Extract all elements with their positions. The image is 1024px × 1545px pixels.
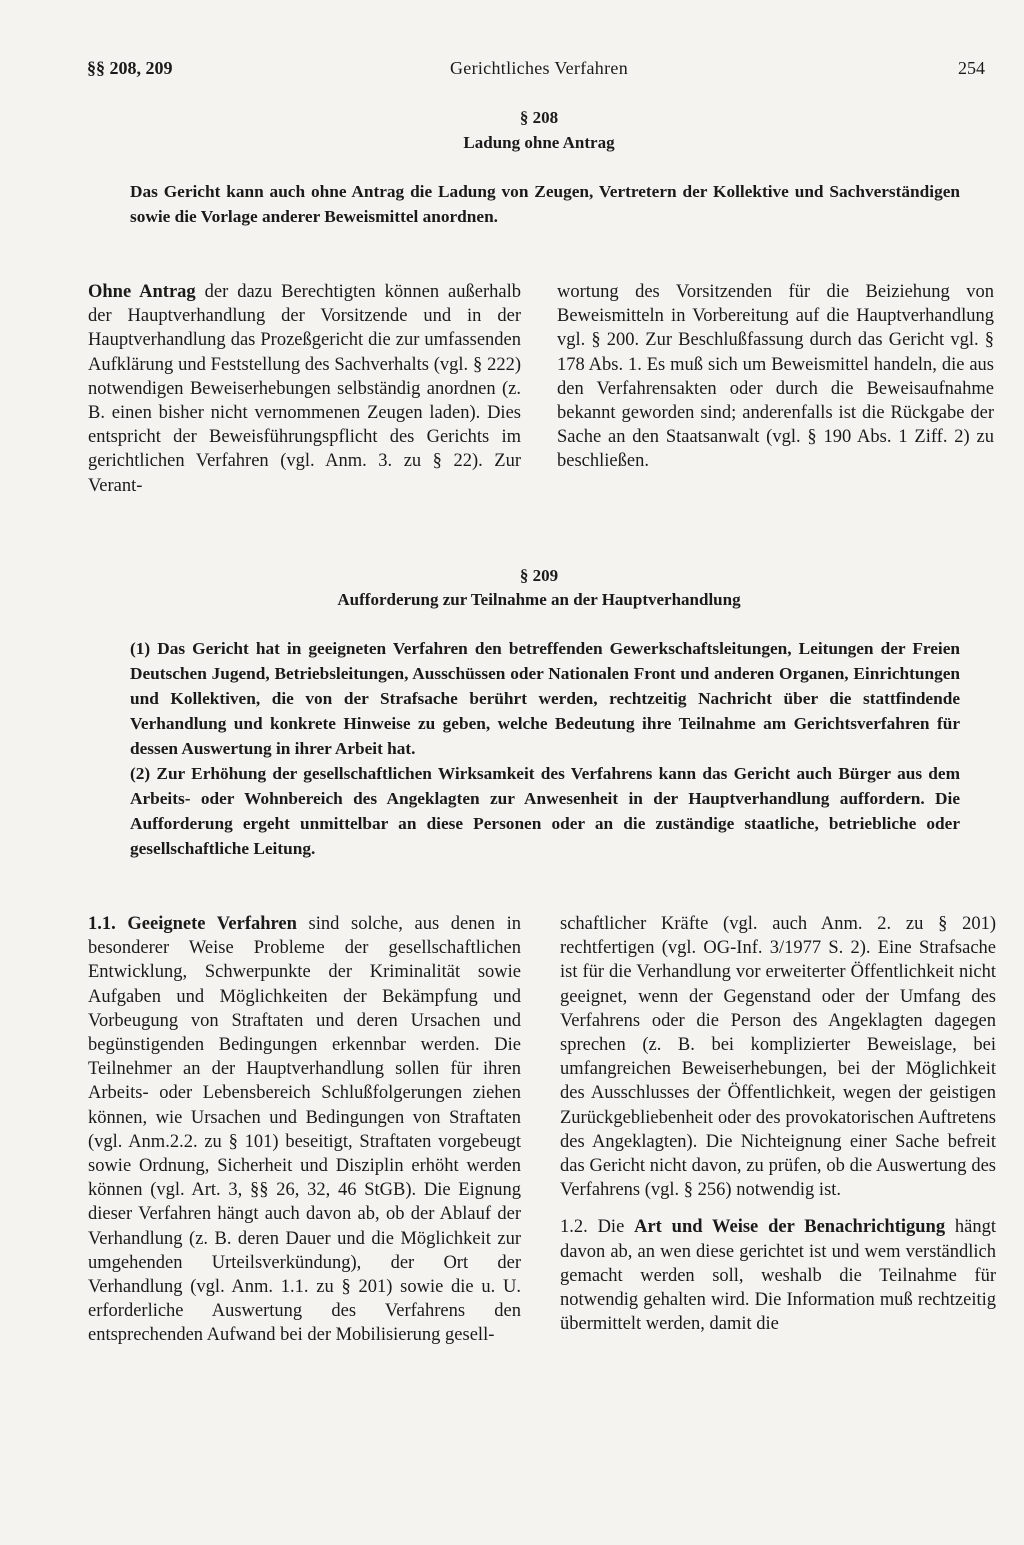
- section-209-number: § 209: [519, 566, 559, 585]
- section-209-commentary-left: [88, 912, 521, 1348]
- commentary-note-1-1: [88, 912, 521, 1348]
- commentary-paragraph: [88, 280, 521, 498]
- note-number: 1.2.: [560, 1217, 588, 1238]
- section-209-title: Aufforderung zur Teilnahme an der Hauptverhandlung: [337, 590, 741, 609]
- commentary-paragraph: wortung des Vorsitzenden für die Beiziehung von Beweismitteln in Vorbereitung auf die Hauptverhandlung vgl. § 200. Zur Beschlußfassung durch das Gericht vgl. § 178 Abs. 1. Es muß sich um Beweismittel handeln, die aus den Verfahrensakten oder durch die Beweisaufnahme bekannt geworden sind; anderenfalls ist die Rückgabe der Sache an den Staatsanwalt (vgl. § 190 Abs. 1 Ziff. 2) zu beschließen.: [557, 282, 994, 472]
- section-208-number: § 208: [519, 108, 559, 127]
- commentary-lead: Ohne Antrag: [88, 282, 196, 302]
- statute-paragraph-1: (1) Das Gericht hat in geeigneten Verfahren den betreffenden Gewerkschaftsleitungen, Leitungen der Freien Deutschen Jugend, Betriebsleitungen, Ausschüssen oder Nationalen Front und anderen Organen, Einrichtungen und Kollektiven, die von der Strafsache berührt werden, rechtzeitig Nachricht über die stattfindende Verhandlung und konkrete Hinweise zu geben, welche Bedeutung ihre Teilnahme am Gerichtsverfahren für dessen Auswertung in ihrer Arbeit hat.: [130, 639, 960, 758]
- note-text: hängt davon ab, an wen diese gerichtet ist und wem verständlich gemacht werden soll, weshalb die Teilnahme für notwendig gehalten wird. Die Information muß rechtzeitig übermittelt werden, damit die: [560, 1217, 996, 1335]
- note-text: sind solche, aus denen in besonderer Weise Probleme der gesellschaftlichen Entwicklung, Schwerpunkte der Kriminalität sowie Aufgaben und Möglichkeiten der Bekämpfung und Vorbeugung von Straftaten und deren Ursachen und begünstigenden Bedingungen erkennbar werden. Die Teilnehmer an der Hauptverhandlung sollen für ihren Arbeits- oder Lebensbereich Schlußfolgerungen ziehen können, wie Ursachen und Bedingungen von Straftaten (vgl. Anm.2.2. zu § 101) beseitigt, Straftaten vorgebeugt sowie Ordnung, Sicherheit und Disziplin erhöht werden können (vgl. Art. 3, §§ 26, 32, 46 StGB). Die Eignung dieser Verfahren hängt auch davon ab, ob der Ablauf der Verhandlung (z. B. deren Dauer und die Möglichkeit zur umgehenden Urteilsverkündung), der Ort der Verhandlung (vgl. Anm. 1.1. zu § 201) sowie die u. U. erforderliche Auswertung des Verfahrens den entsprechenden Aufwand bei der Mobilisierung gesell-: [88, 914, 521, 1346]
- section-208-commentary-right: [557, 280, 994, 474]
- section-208-title: Ladung ohne Antrag: [463, 133, 615, 152]
- commentary-text: der dazu Berechtigten können außerhalb der Hauptverhandlung der Vorsitzende und in der Hauptverhandlung das Prozeßgericht die zur umfassenden Aufklärung und Feststellung des Sachverhalts (vgl. § 222) notwendigen Beweiserhebungen selbständig anordnen (z. B. einen bisher nicht vernommenen Zeugen laden). Dies entspricht der Beweisführungspflicht des Gerichts im gerichtlichen Verfahren (vgl. Anm. 3. zu § 22). Zur Verant-: [88, 282, 521, 496]
- section-208-commentary-left: [88, 280, 521, 498]
- page-number: 254: [958, 58, 985, 78]
- running-head-title: Gerichtliches Verfahren: [450, 58, 628, 78]
- note-pre: Die: [587, 1217, 635, 1238]
- commentary-note-1-1-continued: schaftlicher Kräfte (vgl. auch Anm. 2. zu § 201) rechtfertigen (vgl. OG-Inf. 3/1977 S. 2). Eine Strafsache ist für die Verhandlung vor erweiterter Öffentlichkeit nicht geeignet, wenn der Gegenstand oder der Umfang des Verfahrens oder die Person des Angeklagten dagegen sprechen (z. B. bei komplizierter Beweislage, bei umfangreichen Beweiserhebungen, bei der Möglichkeit des Ausschlusses der Öffentlichkeit, wegen der geistigen Zurückgebliebenheit oder des provokatorischen Auftretens des Angeklagten). Die Nichteignung einer Sache befreit das Gericht nicht davon, zu prüfen, ob die Auswertung des Verfahrens (vgl. § 256) notwendig ist.: [560, 914, 996, 1201]
- commentary-note-1-2: [560, 1215, 996, 1336]
- note-lead: Art und Weise der Benachrichtigung: [634, 1217, 946, 1238]
- section-209-commentary-right: [560, 912, 996, 1336]
- running-head-sections: §§ 208, 209: [87, 58, 173, 78]
- statute-paragraph-2: (2) Zur Erhöhung der gesellschaftlichen Wirksamkeit des Verfahrens kann das Gericht auch Bürger aus dem Arbeits- oder Wohnbereich des Angeklagten zur Anwesenheit in der Hauptverhandlung auffordern. Die Aufforderung ergeht unmittelbar an diese Personen oder an die zuständige staatliche, betriebliche oder gesellschaftliche Leitung.: [130, 764, 960, 858]
- section-208-statute-text: [130, 179, 960, 229]
- note-lead: 1.1. Geeignete Verfahren: [88, 914, 297, 934]
- section-209-statute-text: [130, 636, 960, 861]
- statute-paragraph: Das Gericht kann auch ohne Antrag die Ladung von Zeugen, Vertretern der Kollektive und Sachverständigen sowie die Vorlage anderer Beweismittel anordnen.: [130, 182, 960, 226]
